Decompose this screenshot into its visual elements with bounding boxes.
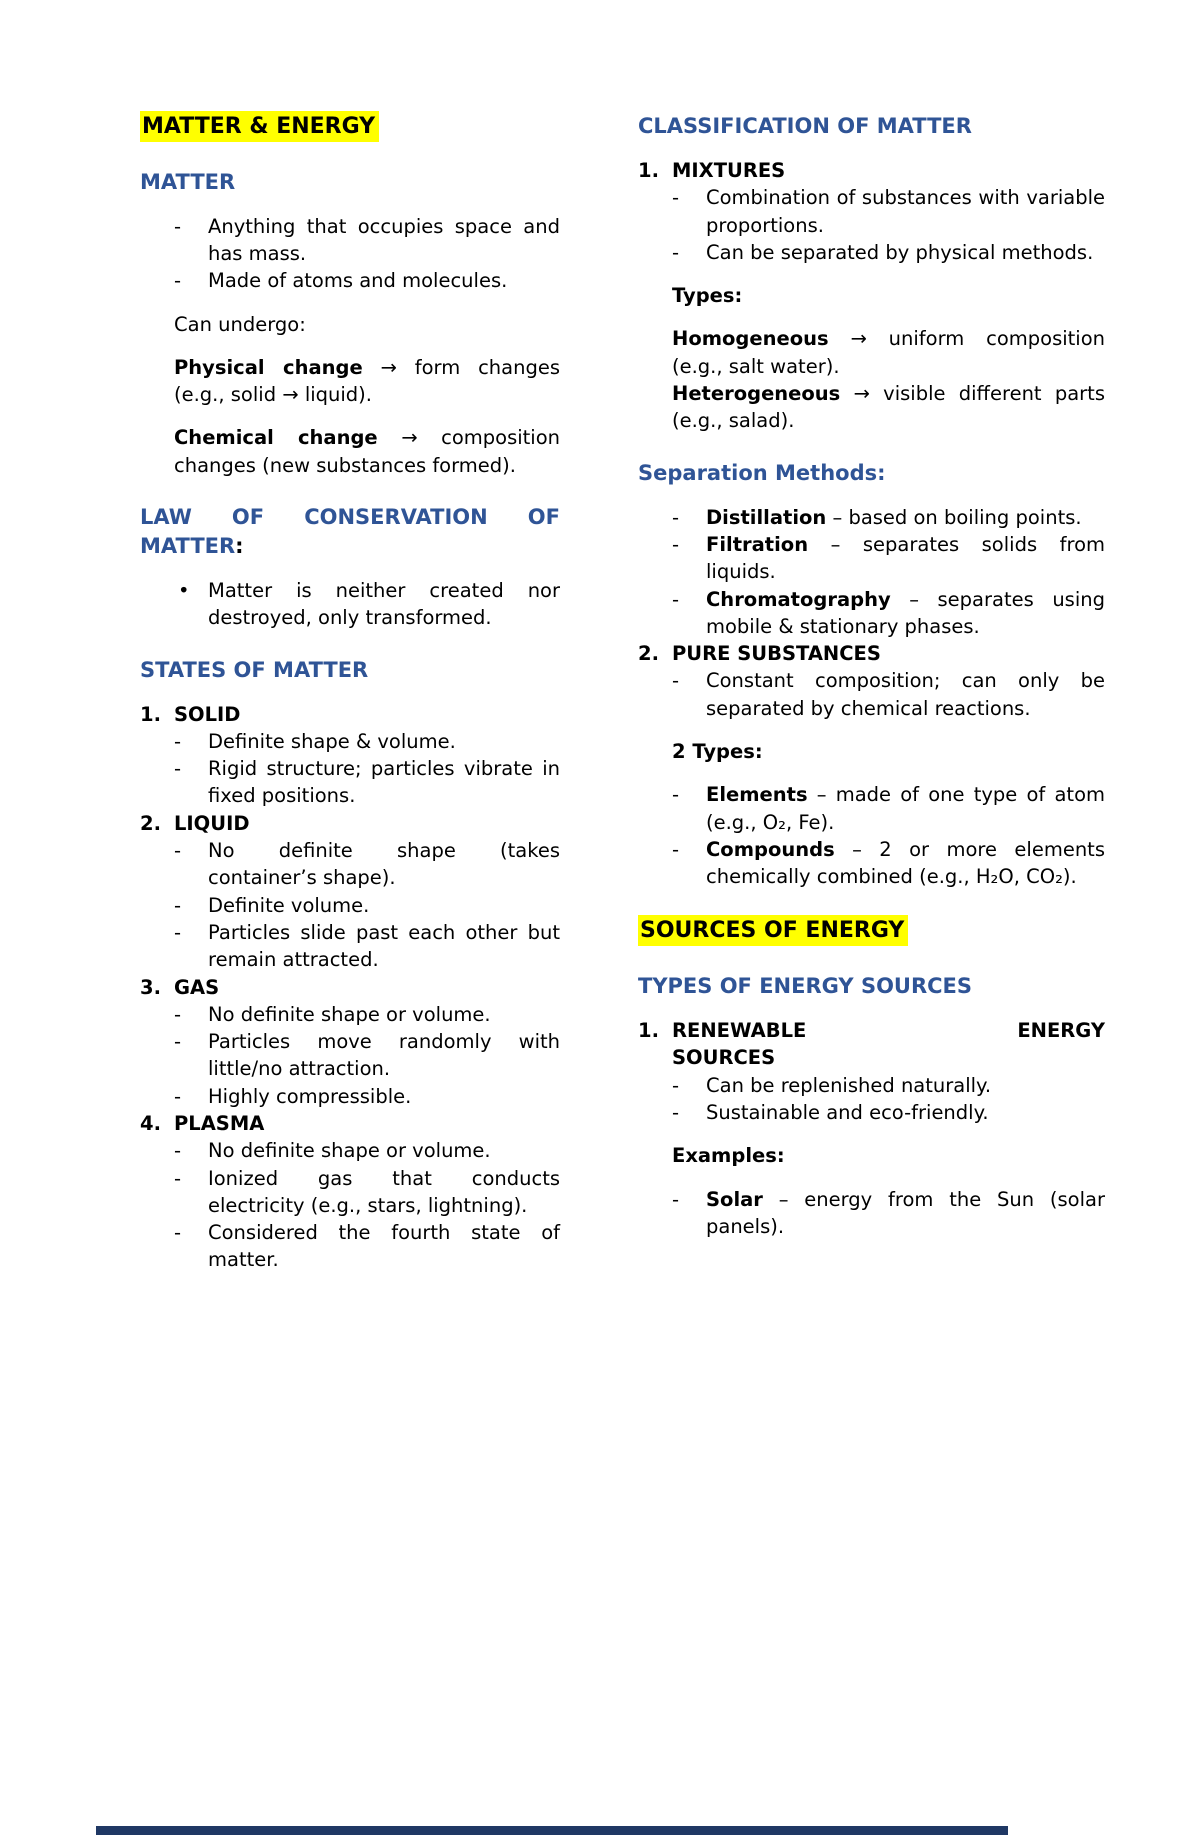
dash-bullet: - [174, 214, 182, 238]
pure-types-list [638, 781, 1105, 890]
compounds-term: Compounds [706, 837, 835, 861]
list-item-text: Can be separated by physical methods. [706, 240, 1094, 264]
item-number: 1. [638, 1019, 659, 1043]
dash-bullet: - [672, 1187, 680, 1211]
dash-bullet: - [174, 1166, 182, 1190]
homogeneous-definition [672, 325, 1105, 380]
dash-bullet: - [672, 783, 680, 807]
list-item-text [706, 533, 1105, 583]
dash-bullet: - [174, 1221, 182, 1245]
heading-states-of-matter: STATES OF MATTER [140, 657, 369, 682]
section-mixtures [638, 157, 1105, 184]
list-item [672, 1099, 1105, 1126]
list-item [672, 239, 1105, 266]
dash-bullet: - [174, 1030, 182, 1054]
item-number: 4. [140, 1111, 161, 1135]
dash-bullet: - [174, 269, 182, 293]
item-number: 3. [140, 975, 161, 999]
homogeneous-text: → uniform composition (e.g., salt water). [672, 327, 1105, 378]
heading-line-2-text: MATTER [140, 534, 236, 558]
section-renewable-energy [638, 1017, 1105, 1072]
list-item-text: Combination of substances with variable proportions. [706, 186, 1105, 237]
homogeneous-term: Homogeneous [672, 327, 829, 351]
heading-separation-methods: Separation Methods: [638, 460, 886, 485]
two-column-layout [140, 112, 1105, 1274]
dash-bullet: - [672, 587, 680, 611]
renewable-points-list [638, 1072, 1105, 1127]
chromatography-term: Chromatography [706, 587, 891, 611]
heading-matter: MATTER [140, 169, 236, 194]
state-plasma [140, 1110, 560, 1137]
list-item [174, 213, 560, 268]
list-item [174, 1028, 560, 1083]
list-item [672, 531, 1105, 586]
physical-change-paragraph [174, 354, 560, 409]
item-number: 1. [638, 158, 659, 182]
list-item [174, 892, 560, 919]
list-item-text [706, 506, 1082, 529]
list-item [174, 1083, 560, 1110]
list-item [174, 755, 560, 810]
next-page-table-edge [96, 1826, 1008, 1835]
heterogeneous-definition [672, 380, 1105, 435]
list-item-text: No definite shape (takes container’s shape). [208, 839, 560, 890]
matter-points-list [140, 213, 560, 295]
list-item [672, 781, 1105, 836]
list-item [174, 267, 560, 294]
list-item-text [706, 783, 1105, 833]
state-name: GAS [174, 975, 220, 999]
examples-label: Examples: [672, 1144, 785, 1168]
can-undergo-label: Can undergo: [174, 312, 306, 336]
chemical-change-text: → composition changes (new substances formed). [174, 426, 561, 477]
list-item [672, 504, 1105, 531]
list-item-text [706, 588, 1105, 638]
heading-line-2 [140, 532, 560, 561]
list-item [174, 577, 560, 632]
title-matter-energy [140, 112, 560, 142]
heading-law-of-conservation [140, 503, 560, 561]
pure-substances-points-list [638, 667, 1105, 722]
section-name-line-1: RENEWABLE ENERGY [672, 1019, 1105, 1043]
distillation-text: – based on boiling points. [826, 505, 1082, 529]
list-item [174, 1219, 560, 1274]
round-bullet: • [178, 578, 190, 602]
title-sources-of-energy [638, 916, 1105, 946]
dash-bullet: - [174, 729, 182, 753]
compounds-text: – 2 or more elements chemically combined (e.g., H₂O, CO₂). [706, 837, 1105, 889]
state-name: LIQUID [174, 811, 250, 835]
list-item [174, 837, 560, 892]
list-item [174, 728, 560, 755]
list-item-text: Ionized gas that conducts electricity (e.g., stars, lightning). [208, 1166, 560, 1217]
mixture-types-group [638, 325, 1105, 434]
types-label: Types: [672, 284, 743, 308]
states-list [140, 701, 560, 1274]
dash-bullet: - [672, 505, 680, 529]
state-name: SOLID [174, 702, 241, 726]
list-item [174, 919, 560, 974]
list-item [672, 836, 1105, 891]
chemical-change-paragraph [174, 424, 560, 479]
list-item-text: Considered the fourth state of matter. [208, 1221, 560, 1272]
item-number: 2. [140, 811, 161, 835]
dash-bullet: - [672, 669, 680, 693]
filtration-text: – separates solids from liquids. [706, 532, 1105, 584]
list-item-text: Particles move randomly with little/no attraction. [208, 1030, 560, 1081]
list-item-text: Anything that occupies space and has mass. [208, 214, 560, 265]
state-solid [140, 701, 560, 728]
physical-change-term: Physical change [174, 355, 363, 379]
examples-list [638, 1186, 1105, 1241]
elements-text: – made of one type of atom (e.g., O₂, Fe). [706, 783, 1105, 834]
right-column [638, 112, 1105, 1240]
filtration-term: Filtration [706, 532, 809, 556]
list-item [672, 667, 1105, 722]
list-item-text: Rigid structure; particles vibrate in fixed positions. [208, 757, 560, 808]
dash-bullet: - [672, 1101, 680, 1125]
distillation-term: Distillation [706, 505, 827, 529]
item-number: 1. [140, 702, 161, 726]
list-item-text: Definite volume. [208, 893, 370, 917]
list-item-text [706, 838, 1105, 888]
list-item-text: Constant composition; can only be separated by chemical reactions. [706, 669, 1105, 720]
two-types-label: 2 Types: [672, 739, 763, 763]
list-item [174, 1137, 560, 1164]
section-name: MIXTURES [672, 158, 786, 182]
heading-types-of-energy-sources: TYPES OF ENERGY SOURCES [638, 974, 973, 999]
dash-bullet: - [174, 1002, 182, 1026]
chemical-change-term: Chemical change [174, 426, 378, 450]
list-item-text: Made of atoms and molecules. [208, 269, 508, 293]
dash-bullet: - [174, 893, 182, 917]
chromatography-text: – separates using mobile & stationary phases. [706, 587, 1105, 638]
dash-bullet: - [672, 837, 680, 861]
highlighted-title: MATTER & ENERGY [140, 111, 379, 142]
physical-change-text: → form changes (e.g., solid → liquid). [174, 355, 560, 407]
dash-bullet: - [672, 1073, 680, 1097]
solar-term: Solar [706, 1187, 763, 1211]
list-item [672, 184, 1105, 239]
list-item [174, 1165, 560, 1220]
list-item-text: Highly compressible. [208, 1084, 412, 1108]
list-item-text: Matter is neither created nor destroyed, only transformed. [208, 578, 560, 630]
list-item [672, 1072, 1105, 1099]
list-item [672, 1186, 1105, 1241]
left-column [140, 112, 560, 1274]
separation-methods-list [638, 504, 1105, 640]
heading-line-1: LAW OF CONSERVATION OF [140, 505, 560, 530]
heterogeneous-text: → visible different parts (e.g., salad). [672, 382, 1105, 433]
heading-colon: : [235, 534, 244, 558]
dash-bullet: - [174, 920, 182, 944]
list-item-text: Sustainable and eco-friendly. [706, 1101, 989, 1125]
list-item-text: Definite shape & volume. [208, 729, 456, 753]
list-item-text: No definite shape or volume. [208, 1139, 491, 1163]
dash-bullet: - [174, 757, 182, 781]
state-name: PLASMA [174, 1111, 265, 1135]
state-liquid [140, 810, 560, 837]
law-points-list [140, 577, 560, 632]
solar-text: – energy from the Sun (solar panels). [706, 1187, 1105, 1238]
highlighted-title: SOURCES OF ENERGY [638, 915, 908, 946]
list-item-text: Can be replenished naturally. [706, 1073, 992, 1097]
list-item-text: Particles slide past each other but remain attracted. [208, 920, 560, 972]
list-item-text [706, 1188, 1105, 1238]
dash-bullet: - [174, 839, 182, 863]
mixtures-points-list [638, 184, 1105, 266]
dash-bullet: - [672, 532, 680, 556]
elements-term: Elements [706, 783, 808, 807]
dash-bullet: - [672, 240, 680, 264]
section-name-line-2: SOURCES [672, 1046, 776, 1070]
section-pure-substances [638, 640, 1105, 667]
dash-bullet: - [672, 186, 680, 210]
dash-bullet: - [174, 1084, 182, 1108]
section-name: PURE SUBSTANCES [672, 642, 881, 666]
list-item-text: No definite shape or volume. [208, 1002, 491, 1026]
dash-bullet: - [174, 1139, 182, 1163]
state-gas [140, 974, 560, 1001]
heterogeneous-term: Heterogeneous [672, 382, 841, 406]
item-number: 2. [638, 642, 659, 666]
list-item [672, 586, 1105, 641]
heading-classification-of-matter: CLASSIFICATION OF MATTER [638, 114, 972, 138]
list-item [174, 1001, 560, 1028]
